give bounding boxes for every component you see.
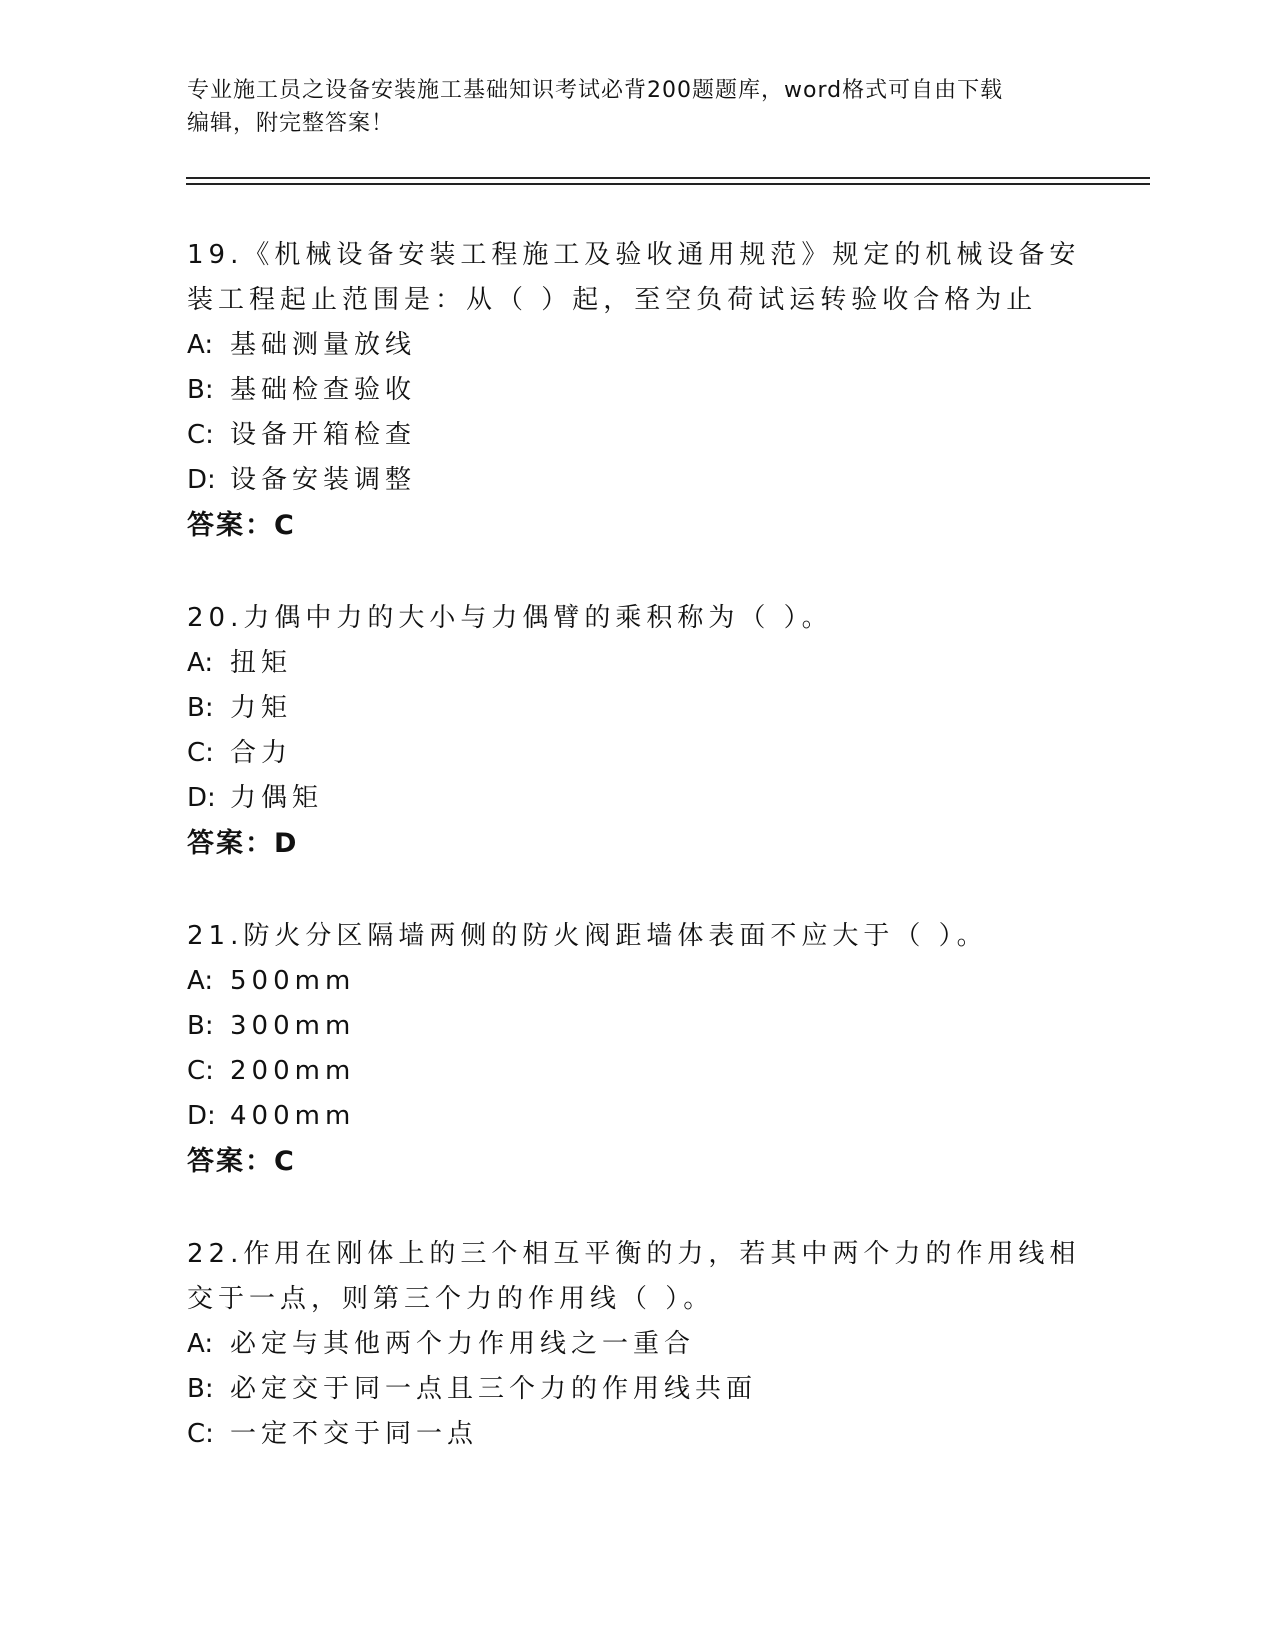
option-d bbox=[187, 458, 1087, 503]
question-stem: 19.《机械设备安装工程施工及验收通用规范》规定的机械设备安装工程起止范围是：从（ ）起，至空负荷试运转验收合格为止 bbox=[187, 240, 1081, 315]
option-text: 300mm bbox=[230, 1011, 356, 1041]
option-key: C: bbox=[187, 420, 214, 450]
option-text: 必定与其他两个力作用线之一重合 bbox=[230, 1329, 696, 1359]
option-key: A: bbox=[187, 330, 214, 360]
option-text: 200mm bbox=[230, 1056, 356, 1086]
option-key: B: bbox=[187, 693, 214, 723]
header-divider-top bbox=[186, 177, 1150, 179]
option-key: C: bbox=[187, 1056, 214, 1086]
option-c bbox=[187, 1412, 1087, 1457]
option-key: B: bbox=[187, 1374, 214, 1404]
option-text: 力偶矩 bbox=[230, 783, 324, 813]
header-divider-bottom bbox=[186, 183, 1150, 185]
option-a bbox=[187, 959, 1087, 1004]
question-19 bbox=[187, 233, 1087, 548]
option-b bbox=[187, 1004, 1087, 1049]
option-key: C: bbox=[187, 1419, 214, 1449]
option-text: 必定交于同一点且三个力的作用线共面 bbox=[230, 1374, 758, 1404]
option-key: C: bbox=[187, 738, 214, 768]
option-text: 基础检查验收 bbox=[230, 375, 417, 405]
question-20 bbox=[187, 596, 1087, 866]
question-21 bbox=[187, 914, 1087, 1184]
option-text: 力矩 bbox=[230, 693, 293, 723]
answer-line: 答案：C bbox=[187, 1146, 296, 1177]
option-b bbox=[187, 686, 1087, 731]
option-c bbox=[187, 731, 1087, 776]
option-key: D: bbox=[187, 783, 216, 813]
answer-line: 答案：D bbox=[187, 828, 299, 859]
option-text: 基础测量放线 bbox=[230, 330, 417, 360]
header-line-2: 编辑，附完整答案！ bbox=[187, 111, 395, 136]
option-text: 一定不交于同一点 bbox=[230, 1419, 479, 1449]
question-22 bbox=[187, 1232, 1087, 1457]
option-b bbox=[187, 368, 1087, 413]
option-key: D: bbox=[187, 1101, 216, 1131]
option-key: D: bbox=[187, 465, 216, 495]
answer-line: 答案：C bbox=[187, 510, 296, 541]
option-a bbox=[187, 323, 1087, 368]
option-c bbox=[187, 1049, 1087, 1094]
question-stem: 20.力偶中力的大小与力偶臂的乘积称为（ ）。 bbox=[187, 603, 833, 633]
option-d bbox=[187, 1094, 1087, 1139]
option-a bbox=[187, 1322, 1087, 1367]
option-d bbox=[187, 776, 1087, 821]
question-stem: 21.防火分区隔墙两侧的防火阀距墙体表面不应大于（ ）。 bbox=[187, 921, 988, 951]
option-key: A: bbox=[187, 648, 214, 678]
option-key: B: bbox=[187, 375, 214, 405]
option-text: 设备安装调整 bbox=[230, 465, 417, 495]
question-stem: 22.作用在刚体上的三个相互平衡的力，若其中两个力的作用线相交于一点，则第三个力的作用线（ ）。 bbox=[187, 1239, 1081, 1314]
document-header bbox=[187, 74, 1087, 140]
option-text: 500mm bbox=[230, 966, 356, 996]
option-text: 扭矩 bbox=[230, 648, 293, 678]
option-key: A: bbox=[187, 966, 214, 996]
option-a bbox=[187, 641, 1087, 686]
option-key: A: bbox=[187, 1329, 214, 1359]
option-c bbox=[187, 413, 1087, 458]
option-text: 400mm bbox=[230, 1101, 356, 1131]
option-text: 合力 bbox=[230, 738, 293, 768]
option-b bbox=[187, 1367, 1087, 1412]
header-line-1: 专业施工员之设备安装施工基础知识考试必背200题题库，word格式可自由下载 bbox=[187, 78, 1004, 103]
option-key: B: bbox=[187, 1011, 214, 1041]
option-text: 设备开箱检查 bbox=[230, 420, 417, 450]
